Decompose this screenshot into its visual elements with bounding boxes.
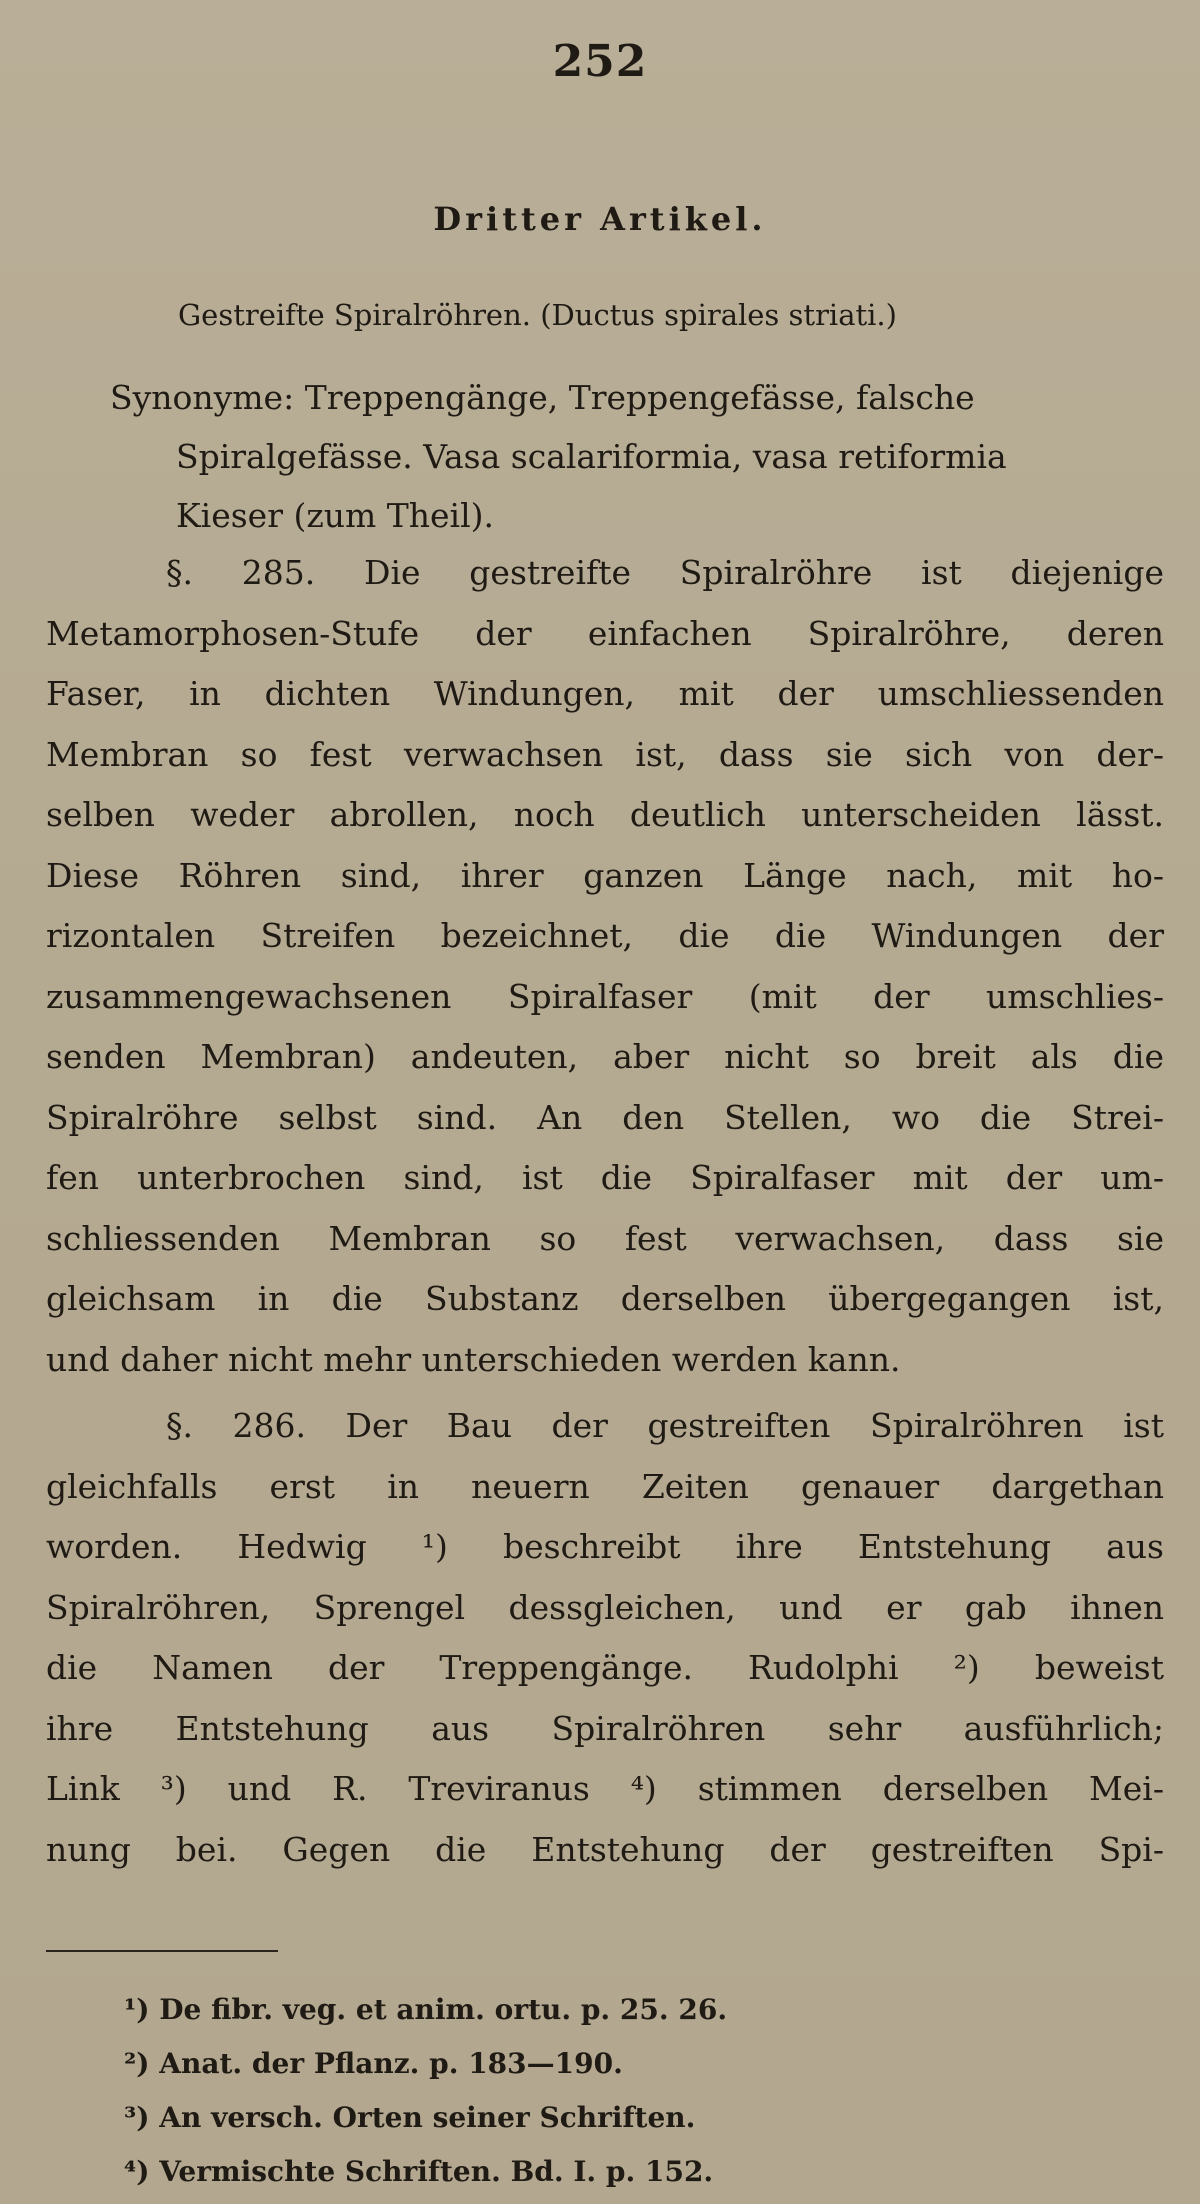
footnote-text: Anat. der Pflanz. p. 183—190. (159, 2047, 623, 2080)
text-line: §. 285. Die gestreifte Spiralröhre ist diejenige (166, 553, 1164, 592)
text-line: Spiralröhre selbst sind. An den Stellen, wo die Strei- (46, 1097, 1164, 1137)
text-line: Link ³) und R. Treviranus ⁴) stimmen derselben Mei- (46, 1769, 1164, 1808)
footnote-divider (46, 1950, 278, 1952)
text-line: zusammengewachsenen Spiralfaser (mit der umschlies- (46, 976, 1164, 1016)
footnote-mark: ³) (124, 2101, 150, 2134)
text-line: Spiralröhren, Sprengel dessgleichen, und er gab ihnen (46, 1587, 1164, 1627)
footnote (124, 1983, 727, 2037)
footnote-mark: ²) (124, 2047, 150, 2080)
footnote (124, 2091, 727, 2145)
footnote-mark: ¹) (124, 1993, 150, 2026)
synonyme-line: Spiralgefässe. Vasa scalariformia, vasa retiformia (176, 437, 1007, 476)
footnote-mark: ⁴) (124, 2155, 150, 2188)
text-line: Diese Röhren sind, ihrer ganzen Länge nach, mit ho- (46, 855, 1164, 895)
text-line: Metamorphosen-Stufe der einfachen Spiralröhre, deren (46, 613, 1164, 653)
footnote-text: An versch. Orten seiner Schriften. (159, 2101, 696, 2134)
text-line: selben weder abrollen, noch deutlich unterscheiden lässt. (46, 795, 1164, 834)
footnote-text: De fibr. veg. et anim. ortu. p. 25. 26. (159, 1993, 728, 2026)
footnotes (124, 1983, 727, 2199)
text-line: worden. Hedwig ¹) beschreibt ihre Entstehung aus (46, 1527, 1164, 1566)
text-line: gleichsam in die Substanz derselben übergegangen ist, (46, 1279, 1164, 1318)
text-line: rizontalen Streifen bezeichnet, die die Windungen der (46, 916, 1164, 955)
text-line: und daher nicht mehr unterschieden werden kann. (46, 1339, 901, 1379)
paragraph-286 (46, 1396, 1164, 1880)
footnote (124, 2037, 727, 2091)
text-line: schliessenden Membran so fest verwachsen, dass sie (46, 1218, 1164, 1258)
text-line: fen unterbrochen sind, ist die Spiralfaser mit der um- (46, 1158, 1164, 1197)
section-subtitle: Gestreifte Spiralröhren. (Ductus spirales striati.) (178, 298, 897, 332)
paragraph-285 (46, 543, 1164, 1390)
article-heading: Dritter Artikel. (433, 200, 767, 238)
text-line: senden Membran) andeuten, aber nicht so breit als die (46, 1037, 1164, 1076)
text-line: die Namen der Treppengänge. Rudolphi ²) beweist (46, 1648, 1164, 1687)
footnote-text: Vermischte Schriften. Bd. I. p. 152. (159, 2155, 714, 2188)
text-line: Faser, in dichten Windungen, mit der umschliessenden (46, 674, 1164, 713)
text-line: gleichfalls erst in neuern Zeiten genauer dargethan (46, 1466, 1164, 1506)
synonyme-line: Synonyme: Treppengänge, Treppengefässe, falsche (110, 378, 975, 417)
synonyme-line: Kieser (zum Theil). (176, 496, 495, 535)
text-line: Membran so fest verwachsen ist, dass sie sich von der- (46, 734, 1164, 774)
text-line: ihre Entstehung aus Spiralröhren sehr ausführlich; (46, 1708, 1164, 1748)
text-line: nung bei. Gegen die Entstehung der gestreiften Spi- (46, 1829, 1164, 1869)
footnote (124, 2145, 727, 2199)
page-number: 252 (552, 36, 648, 87)
text-line: §. 286. Der Bau der gestreiften Spiralröhren ist (166, 1406, 1164, 1445)
synonyme-block (110, 368, 1160, 545)
